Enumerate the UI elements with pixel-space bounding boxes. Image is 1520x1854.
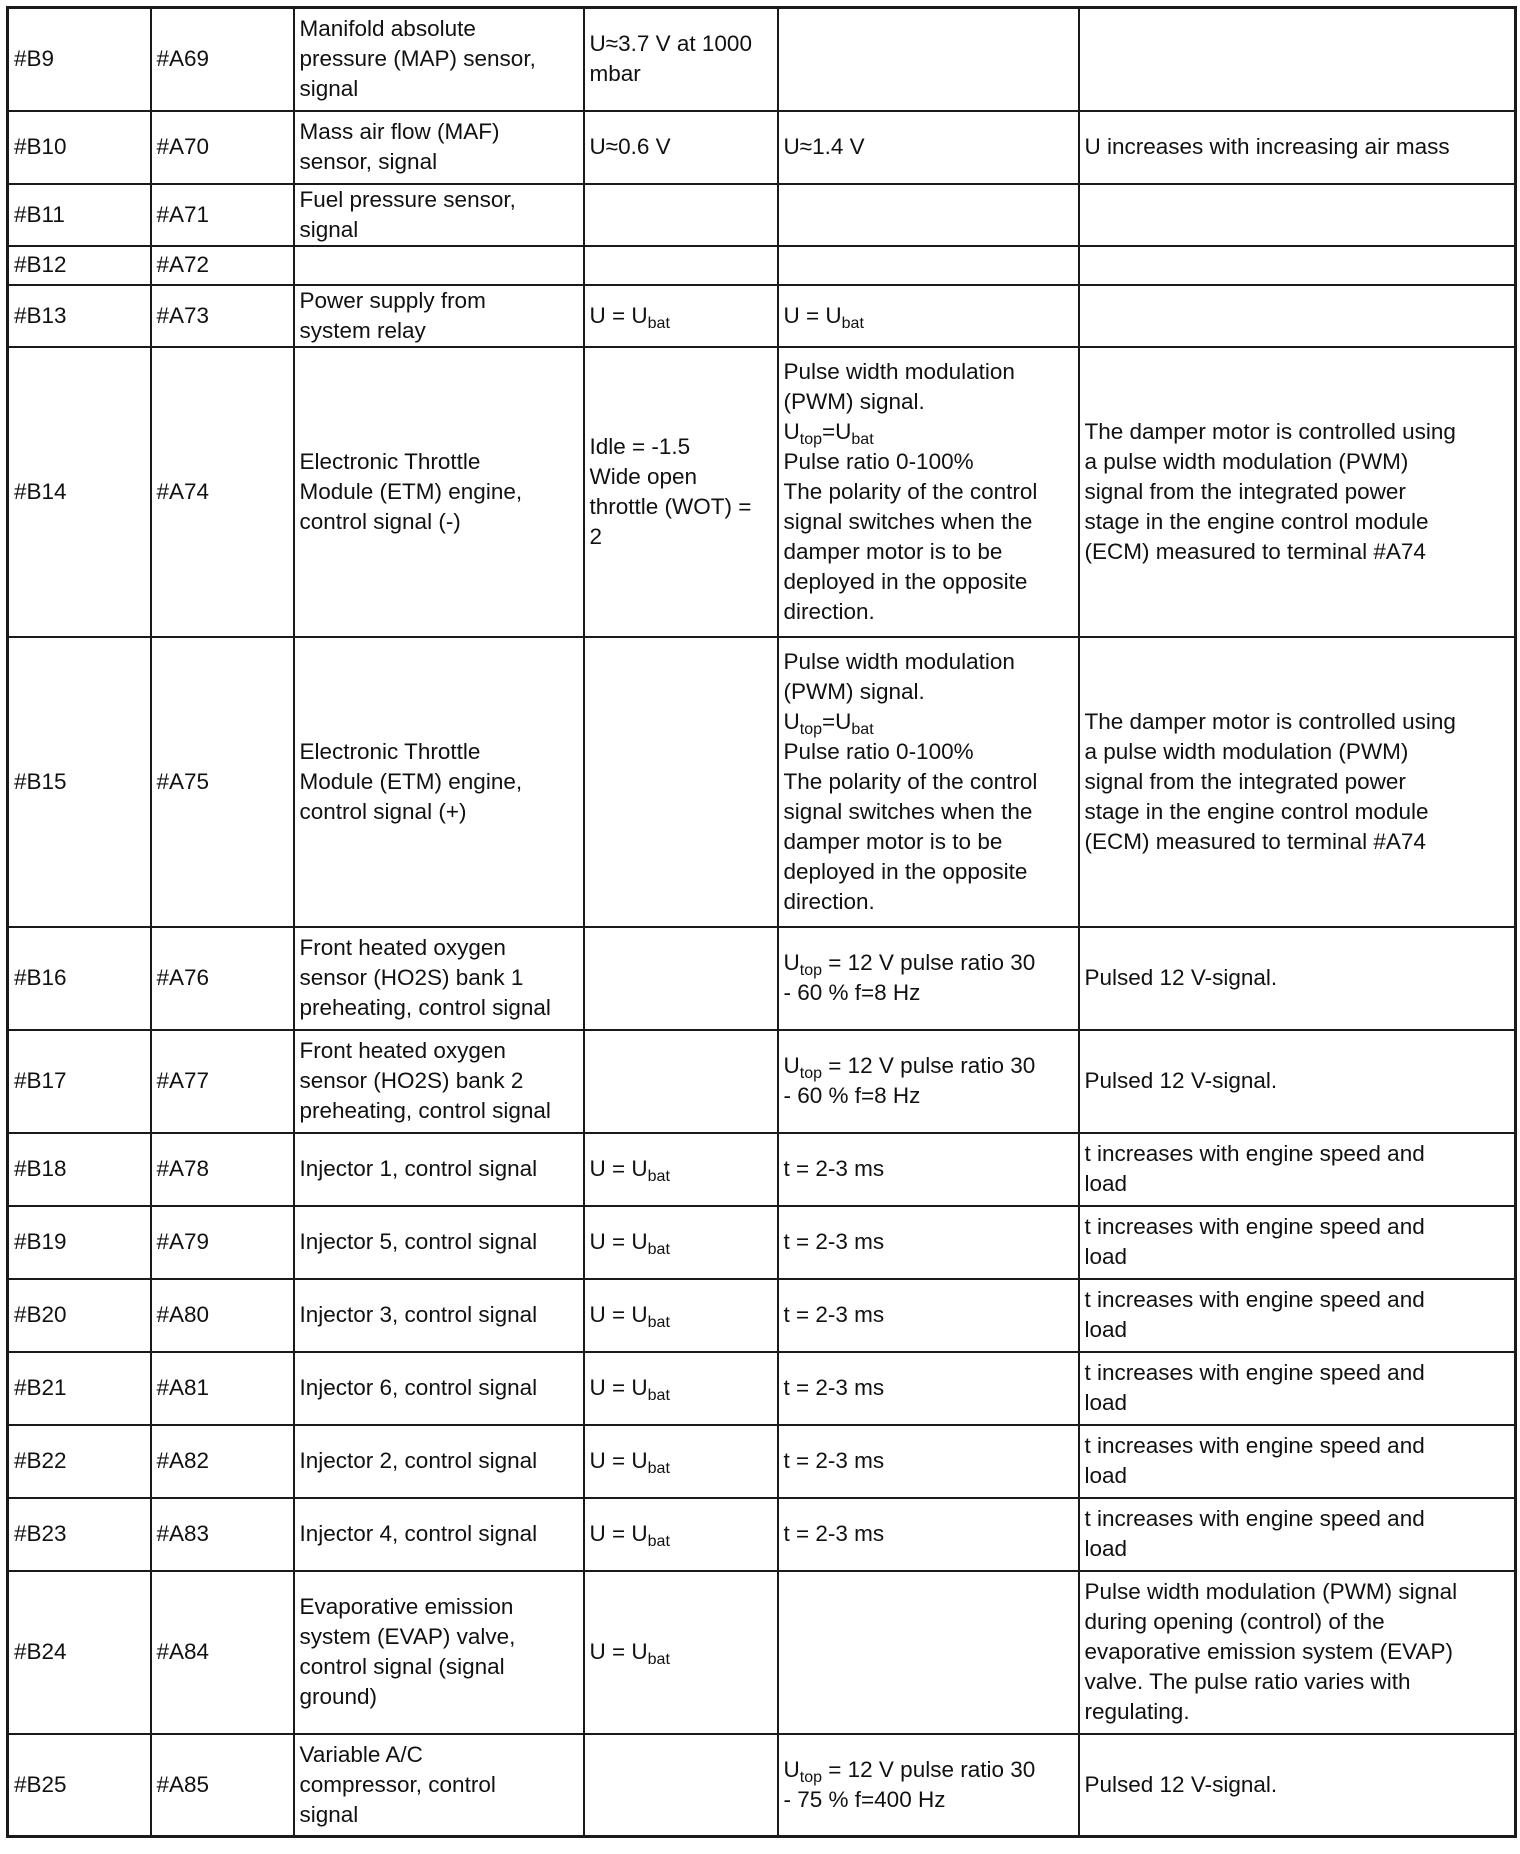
note-cell: Pulsed 12 V-signal. [1079, 1030, 1516, 1133]
value-text: Pulse width modulation (PWM) signal. U [783, 648, 1015, 734]
terminal-b-cell: #B12 [8, 246, 151, 285]
terminal-a-cell: #A71 [151, 184, 294, 246]
note-cell: t increases with engine speed and load [1079, 1279, 1516, 1352]
description-cell: Variable A/C compressor, control signal [294, 1734, 584, 1837]
terminal-a-cell: #A83 [151, 1498, 294, 1571]
description-cell: Injector 3, control signal [294, 1279, 584, 1352]
table-row [8, 1734, 1516, 1837]
value-text: U≈1.4 V [783, 134, 865, 159]
value-1-cell [584, 927, 778, 1030]
value-text: t = 2-3 ms [783, 1521, 885, 1546]
table-row [8, 1206, 1516, 1279]
value-text: t = 2-3 ms [783, 1156, 885, 1181]
description-cell: Injector 6, control signal [294, 1352, 584, 1425]
value-2-cell [778, 285, 1079, 347]
note-cell: t increases with engine speed and load [1079, 1498, 1516, 1571]
value-2-cell [778, 347, 1079, 637]
terminal-a-cell: #A76 [151, 927, 294, 1030]
table-row [8, 1498, 1516, 1571]
value-2-cell [778, 1571, 1079, 1734]
description-cell: Injector 2, control signal [294, 1425, 584, 1498]
value-2-cell [778, 1498, 1079, 1571]
table-row [8, 1279, 1516, 1352]
terminal-a-cell: #A78 [151, 1133, 294, 1206]
value-text: t = 2-3 ms [783, 1375, 885, 1400]
terminal-a-cell: #A82 [151, 1425, 294, 1498]
note-cell: U increases with increasing air mass [1079, 111, 1516, 184]
note-cell: The damper motor is controlled using a pulse width modulation (PWM) signal from the integrated power stage in the engine control module (ECM) measured to terminal #A74 [1079, 347, 1516, 637]
terminal-b-cell: #B23 [8, 1498, 151, 1571]
terminal-table [6, 6, 1517, 1838]
value-subscript: bat [647, 1241, 670, 1258]
table-row [8, 347, 1516, 637]
terminal-a-cell: #A74 [151, 347, 294, 637]
value-subscript: bat [647, 1314, 670, 1331]
terminal-b-cell: #B24 [8, 1571, 151, 1734]
description-cell: Injector 1, control signal [294, 1133, 584, 1206]
table-row [8, 1425, 1516, 1498]
description-cell: Electronic Throttle Module (ETM) engine, control signal (-) [294, 347, 584, 637]
table-body [8, 8, 1516, 1837]
value-subscript: bat [851, 720, 874, 738]
value-subscript: bat [647, 1387, 670, 1404]
value-text: Pulse width modulation (PWM) signal. U [783, 358, 1015, 444]
terminal-a-cell: #A79 [151, 1206, 294, 1279]
table-row [8, 927, 1516, 1030]
terminal-b-cell: #B17 [8, 1030, 151, 1133]
value-subscript: top [799, 430, 822, 448]
table-row [8, 637, 1516, 927]
value-subscript: bat [647, 1651, 670, 1668]
value-text: = 12 V pulse ratio 30 - 60 % f=8 Hz [783, 1053, 1036, 1108]
value-subscript: bat [841, 314, 864, 332]
description-cell: Front heated oxygen sensor (HO2S) bank 2 preheating, control signal [294, 1030, 584, 1133]
value-1-cell [584, 246, 778, 285]
note-cell [1079, 285, 1516, 347]
terminal-b-cell: #B14 [8, 347, 151, 637]
table-row [8, 1030, 1516, 1133]
description-cell: Injector 5, control signal [294, 1206, 584, 1279]
note-cell: t increases with engine speed and load [1079, 1133, 1516, 1206]
note-cell: The damper motor is controlled using a pulse width modulation (PWM) signal from the integrated power stage in the engine control module (ECM) measured to terminal #A74 [1079, 637, 1516, 927]
note-cell: Pulse width modulation (PWM) signal during opening (control) of the evaporative emission system (EVAP) valve. The pulse ratio varies with regulating. [1079, 1571, 1516, 1734]
terminal-a-cell: #A73 [151, 285, 294, 347]
note-cell: t increases with engine speed and load [1079, 1206, 1516, 1279]
value-subscript: bat [647, 1533, 670, 1550]
value-1-cell [584, 347, 778, 637]
value-text: U = U [589, 1521, 648, 1546]
value-text: U≈3.7 V at 1000 mbar [589, 31, 752, 87]
value-1-cell [584, 8, 778, 111]
value-1-cell [584, 1734, 778, 1837]
value-2-cell [778, 1425, 1079, 1498]
value-text: Pulse ratio 0-100% The polarity of the control signal switches when the damper motor is to be deployed in the opposite direction. [783, 738, 1038, 914]
terminal-b-cell: #B10 [8, 111, 151, 184]
value-text: = 12 V pulse ratio 30 - 75 % f=400 Hz [783, 1756, 1036, 1812]
note-cell: t increases with engine speed and load [1079, 1425, 1516, 1498]
table-row [8, 246, 1516, 285]
terminal-a-cell: #A84 [151, 1571, 294, 1734]
description-cell: Fuel pressure sensor, signal [294, 184, 584, 246]
description-cell: Power supply from system relay [294, 285, 584, 347]
value-text: = 12 V pulse ratio 30 - 60 % f=8 Hz [783, 950, 1036, 1005]
value-2-cell [778, 1206, 1079, 1279]
value-2-cell [778, 111, 1079, 184]
terminal-b-cell: #B25 [8, 1734, 151, 1837]
terminal-a-cell: #A70 [151, 111, 294, 184]
terminal-a-cell: #A81 [151, 1352, 294, 1425]
note-cell [1079, 184, 1516, 246]
value-text: Pulse ratio 0-100% The polarity of the control signal switches when the damper motor is to be deployed in the opposite direction. [783, 448, 1038, 624]
value-text: U [783, 1756, 800, 1782]
value-subscript: bat [647, 1168, 670, 1185]
value-text: t = 2-3 ms [783, 1229, 885, 1254]
value-text: U = U [589, 1375, 648, 1400]
terminal-b-cell: #B13 [8, 285, 151, 347]
terminal-a-cell: #A69 [151, 8, 294, 111]
value-1-cell [584, 1206, 778, 1279]
value-2-cell [778, 1030, 1079, 1133]
note-cell: t increases with engine speed and load [1079, 1352, 1516, 1425]
value-1-cell [584, 1352, 778, 1425]
terminal-a-cell: #A80 [151, 1279, 294, 1352]
table-row [8, 184, 1516, 246]
terminal-b-cell: #B18 [8, 1133, 151, 1206]
terminal-b-cell: #B11 [8, 184, 151, 246]
value-1-cell [584, 111, 778, 184]
value-text: t = 2-3 ms [783, 1448, 885, 1473]
table-row [8, 1133, 1516, 1206]
value-text: =U [822, 708, 852, 734]
description-cell: Mass air flow (MAF) sensor, signal [294, 111, 584, 184]
description-cell: Electronic Throttle Module (ETM) engine, control signal (+) [294, 637, 584, 927]
terminal-b-cell: #B22 [8, 1425, 151, 1498]
value-text: U [783, 950, 800, 975]
terminal-b-cell: #B19 [8, 1206, 151, 1279]
value-2-cell [778, 1279, 1079, 1352]
value-subscript: top [799, 962, 822, 979]
terminal-b-cell: #B9 [8, 8, 151, 111]
value-text: U = U [589, 302, 648, 328]
value-1-cell [584, 637, 778, 927]
value-2-cell [778, 637, 1079, 927]
value-1-cell [584, 1571, 778, 1734]
terminal-a-cell: #A85 [151, 1734, 294, 1837]
value-1-cell [584, 1279, 778, 1352]
value-subscript: bat [851, 430, 874, 448]
value-2-cell [778, 1734, 1079, 1837]
value-2-cell [778, 927, 1079, 1030]
note-cell [1079, 246, 1516, 285]
value-2-cell [778, 1133, 1079, 1206]
terminal-a-cell: #A75 [151, 637, 294, 927]
value-text: t = 2-3 ms [783, 1302, 885, 1327]
table-row [8, 285, 1516, 347]
value-text: Idle = -1.5 Wide open throttle (WOT) = 2 [589, 433, 752, 549]
value-subscript: top [799, 1065, 822, 1082]
table-row [8, 1352, 1516, 1425]
value-1-cell [584, 184, 778, 246]
value-1-cell [584, 1425, 778, 1498]
value-text: U = U [589, 1448, 648, 1473]
note-cell: Pulsed 12 V-signal. [1079, 1734, 1516, 1837]
value-subscript: top [799, 720, 822, 738]
description-cell: Front heated oxygen sensor (HO2S) bank 1 preheating, control signal [294, 927, 584, 1030]
description-cell [294, 246, 584, 285]
note-cell: Pulsed 12 V-signal. [1079, 927, 1516, 1030]
description-cell: Manifold absolute pressure (MAP) sensor, signal [294, 8, 584, 111]
value-subscript: top [799, 1768, 822, 1786]
value-text: U = U [589, 1229, 648, 1254]
value-text: U = U [589, 1639, 648, 1664]
table-row [8, 8, 1516, 111]
value-text: =U [822, 418, 852, 444]
value-1-cell [584, 285, 778, 347]
value-text: U = U [783, 302, 842, 328]
value-text: U≈0.6 V [589, 134, 671, 159]
value-subscript: bat [647, 314, 670, 332]
value-2-cell [778, 1352, 1079, 1425]
description-cell: Injector 4, control signal [294, 1498, 584, 1571]
terminal-a-cell: #A77 [151, 1030, 294, 1133]
value-1-cell [584, 1498, 778, 1571]
value-1-cell [584, 1133, 778, 1206]
terminal-a-cell: #A72 [151, 246, 294, 285]
table-row [8, 111, 1516, 184]
value-text: U = U [589, 1156, 648, 1181]
value-text: U = U [589, 1302, 648, 1327]
value-2-cell [778, 8, 1079, 111]
terminal-b-cell: #B21 [8, 1352, 151, 1425]
value-2-cell [778, 184, 1079, 246]
terminal-b-cell: #B20 [8, 1279, 151, 1352]
value-subscript: bat [647, 1460, 670, 1477]
note-cell [1079, 8, 1516, 111]
description-cell: Evaporative emission system (EVAP) valve, control signal (signal ground) [294, 1571, 584, 1734]
table-row [8, 1571, 1516, 1734]
terminal-b-cell: #B15 [8, 637, 151, 927]
value-text: U [783, 1053, 800, 1078]
value-1-cell [584, 1030, 778, 1133]
terminal-b-cell: #B16 [8, 927, 151, 1030]
value-2-cell [778, 246, 1079, 285]
